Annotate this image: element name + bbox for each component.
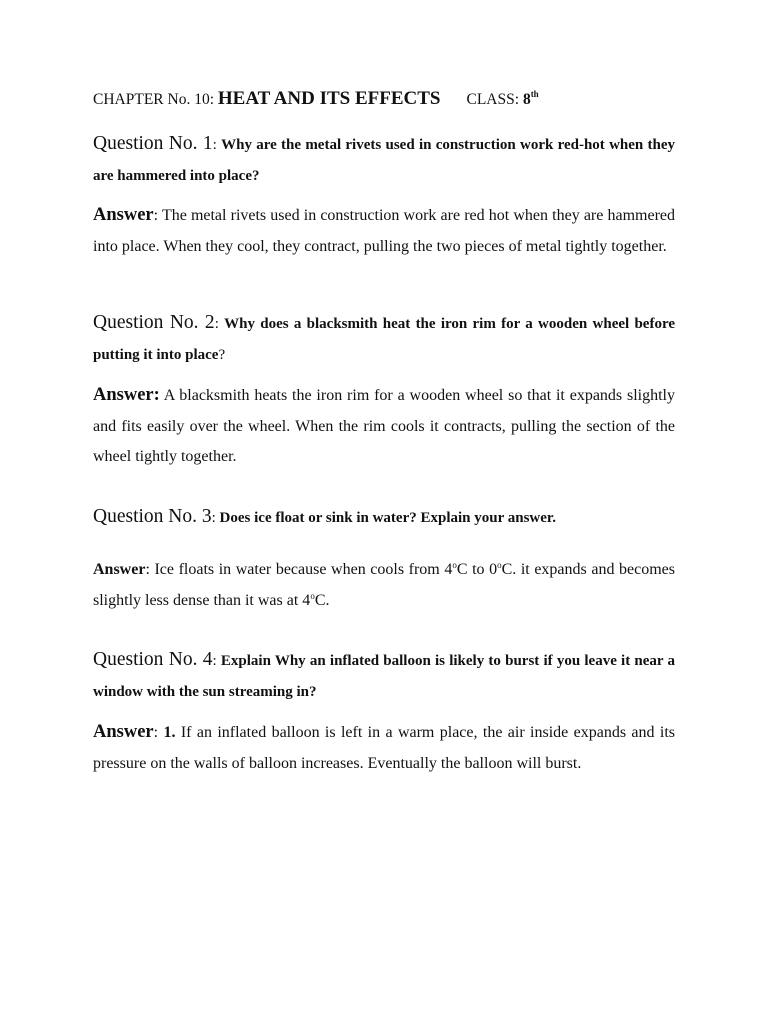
- question-label: Question No. 3: [93, 506, 212, 527]
- question-label: Question No. 2: [93, 312, 215, 333]
- answer-3: [93, 555, 675, 616]
- answer-label: Answer:: [93, 385, 160, 405]
- question-4: [93, 644, 675, 708]
- answer-text: If an inflated balloon is left in a warm place, the air inside expands and its pressure on the walls of balloon increases. Eventually the balloon will burst.: [93, 724, 676, 772]
- question-1: [93, 128, 675, 192]
- chapter-header: [93, 88, 675, 110]
- answer-text: The metal rivets used in construction work are red hot when they are hammered into place. When they cool, they contract, pulling the two pieces of metal tightly together.: [93, 207, 676, 255]
- question-label: Question No. 1: [93, 133, 213, 154]
- answer-label: Answer: [93, 561, 146, 578]
- answer-text: C to 0: [456, 561, 498, 578]
- answer-text: A blacksmith heats the iron rim for a wooden wheel so that it expands slightly and fits easily over the wheel. When the rim cools it contracts, pulling the section of the wheel tightly together.: [93, 387, 675, 465]
- answer-text: C. it expands and becomes slightly less dense than it was at 4: [93, 561, 675, 609]
- answer-2: [93, 380, 675, 473]
- question-label: Question No. 4: [93, 649, 213, 670]
- answer-colon: :: [153, 207, 162, 224]
- degree-mark: o: [310, 590, 315, 601]
- question-colon: :: [212, 653, 221, 669]
- chapter-title: HEAT AND ITS EFFECTS: [217, 88, 441, 109]
- degree-mark: o: [497, 560, 502, 570]
- degree-mark: o: [452, 560, 457, 570]
- question-text: Does ice float or sink in water? Explain your answer.: [219, 510, 556, 526]
- answer-4: [93, 717, 675, 779]
- question-text: Why are the metal rivets used in construction work red-hot when they are hammered into place?: [93, 137, 676, 184]
- answer-colon: :: [153, 724, 164, 741]
- answer-label: Answer: [93, 722, 154, 742]
- answer-label: Answer: [93, 205, 154, 225]
- question-2: [93, 307, 675, 371]
- question-text: Why does a blacksmith heat the iron rim for a wooden wheel before putting it into place: [93, 316, 675, 363]
- question-colon: :: [212, 137, 222, 153]
- class-label: CLASS:: [466, 91, 523, 108]
- chapter-prefix: CHAPTER No. 10:: [93, 91, 218, 108]
- question-end: ?: [218, 347, 226, 363]
- answer-1: [93, 200, 675, 262]
- question-text: Explain Why an inflated balloon is likely to burst if you leave it near a window with the sun streaming in?: [93, 653, 675, 700]
- question-colon: :: [211, 510, 220, 526]
- class-suffix: th: [530, 89, 539, 99]
- question-3: [93, 501, 675, 534]
- question-colon: :: [214, 316, 225, 332]
- answer-number: 1.: [163, 724, 176, 741]
- answer-text: C.: [314, 591, 330, 609]
- answer-text: : Ice floats in water because when cools from 4: [145, 561, 453, 578]
- class-value: 8: [522, 91, 531, 108]
